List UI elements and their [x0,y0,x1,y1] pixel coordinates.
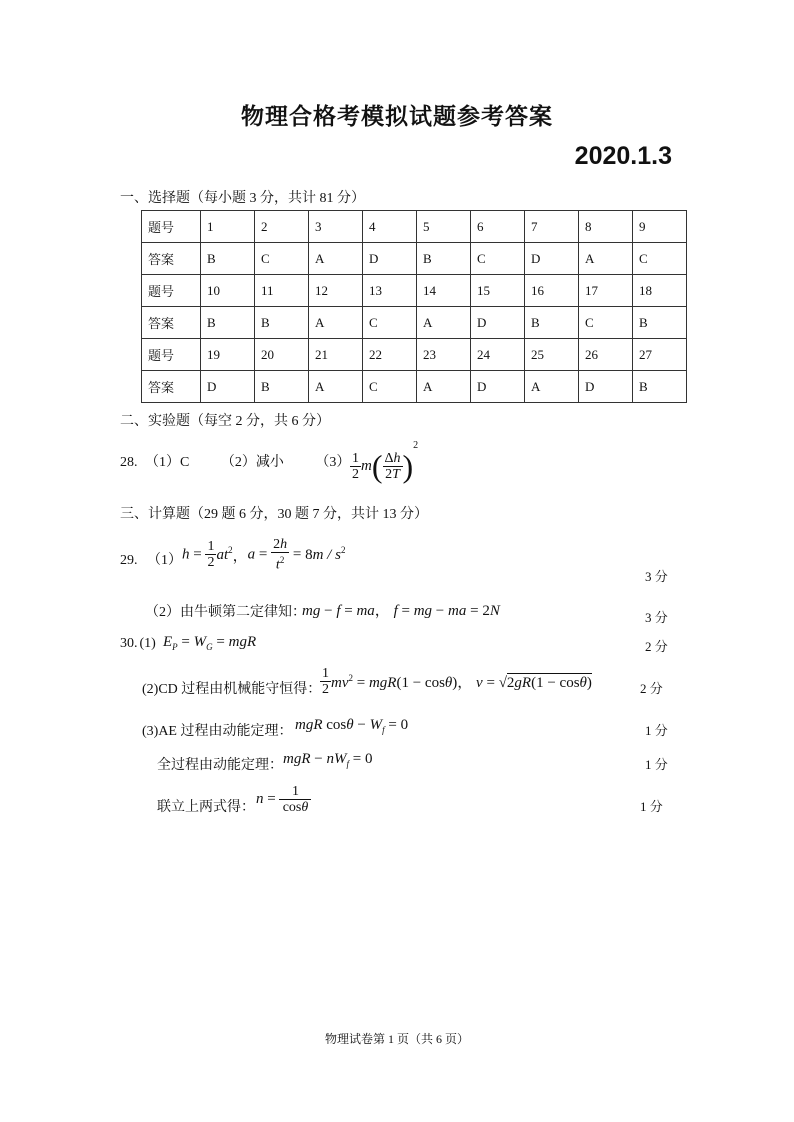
q29-line1 [120,549,182,569]
exam-date: 2020.1.3 [574,142,672,170]
q29-part2-label: （2）由牛顿第二定律知： [145,605,306,620]
table-row [142,243,687,275]
table-cell: 22 [363,339,417,371]
q29-part2-formula: mg − f = ma， f = mg − ma = 2N [302,603,500,619]
table-cell: D [471,307,525,339]
q30-part2-score: 2 分 [640,681,663,696]
table-cell: 11 [255,275,309,307]
table-cell: 27 [633,339,687,371]
table-cell: 7 [525,211,579,243]
table-cell: 24 [471,339,525,371]
table-cell: 8 [579,211,633,243]
q30-part5-formula: n = $\frac{1}{\cos\theta}$ [256,784,310,815]
q28-number: 28. [120,455,138,470]
q29-part1-formula: h = $\frac{1}{2}$ $at^2$，a = $\frac{2h}{t^2}$ = $8m / s^2$ [182,537,346,573]
answer-table [141,210,687,403]
page-title: 物理合格考模拟试题参考答案 [241,104,553,130]
row-label: 答案 [142,371,201,403]
table-cell: 3 [309,211,363,243]
table-cell: C [579,307,633,339]
q30-part1-score: 2 分 [645,639,668,654]
table-cell: 1 [201,211,255,243]
q28-formula: $\frac{1}{2}$ m( $\frac{\Delta h}{2T}$ )$^2$ [352,440,419,485]
table-cell: 23 [417,339,471,371]
q30-part4-formula: mgR − $nW_f = 0$ [283,751,373,769]
table-cell: A [309,307,363,339]
table-row [142,339,687,371]
q30-part3-score: 1 分 [645,723,668,738]
table-cell: 12 [309,275,363,307]
table-cell: 9 [633,211,687,243]
table-cell: D [201,371,255,403]
table-cell: D [471,371,525,403]
table-cell: 25 [525,339,579,371]
table-cell: B [525,307,579,339]
q30-part4-score: 1 分 [645,757,668,772]
q30-part5-score: 1 分 [640,799,663,814]
section1-heading: 一、选择题（每小题 3 分，共计 81 分） [120,191,365,206]
table-cell: 14 [417,275,471,307]
table-cell: A [417,307,471,339]
q29-part1-score: 3 分 [645,569,668,584]
q29-number: 29. [120,553,138,568]
table-cell: C [471,243,525,275]
table-cell: C [363,307,417,339]
table-cell: C [363,371,417,403]
row-label: 题号 [142,275,201,307]
table-cell: 10 [201,275,255,307]
q28-part1: （1）C [145,455,190,470]
table-cell: 2 [255,211,309,243]
table-cell: 26 [579,339,633,371]
q29-part1-label: （1） [147,553,182,568]
q30-number: 30. [120,636,138,651]
table-cell: 4 [363,211,417,243]
table-cell: D [525,243,579,275]
q29-part2-score: 3 分 [645,610,668,625]
table-row [142,307,687,339]
table-cell: 13 [363,275,417,307]
table-cell: B [201,243,255,275]
q28-part2: （2）减小 [220,455,284,470]
table-cell: A [525,371,579,403]
table-cell: 20 [255,339,309,371]
q30-part2-label: (2)CD 过程由机械能守恒得： [142,682,322,697]
q28 [120,451,350,471]
row-label: 题号 [142,211,201,243]
table-cell: C [633,243,687,275]
table-cell: A [417,371,471,403]
table-cell: 6 [471,211,525,243]
table-cell: 5 [417,211,471,243]
table-cell: 16 [525,275,579,307]
table-cell: B [255,307,309,339]
table-cell: 17 [579,275,633,307]
table-cell: D [579,371,633,403]
q30-part1-formula: $E_P = W_G$ = mgR [163,634,257,652]
table-cell: B [201,307,255,339]
q30-part1-label: (1) [139,636,156,651]
table-cell: 21 [309,339,363,371]
table-cell: 18 [633,275,687,307]
q30-part4-label: 全过程由动能定理： [157,758,283,773]
table-row [142,211,687,243]
section2-heading: 二、实验题（每空 2 分，共 6 分） [120,414,330,429]
table-cell: A [309,243,363,275]
table-row [142,275,687,307]
row-label: 答案 [142,307,201,339]
table-cell: B [633,371,687,403]
q30-line1 [120,636,156,652]
table-cell: C [255,243,309,275]
table-cell: 19 [201,339,255,371]
q30-part3-label: (3)AE 过程由动能定理： [142,724,293,739]
table-cell: B [255,371,309,403]
table-cell: B [417,243,471,275]
q28-part3-label: （3） [315,455,351,470]
page-footer: 物理试卷第 1 页（共 6 页） [324,1032,469,1046]
row-label: 题号 [142,339,201,371]
table-cell: 15 [471,275,525,307]
table-cell: B [633,307,687,339]
q30-part2-formula: $\frac{1}{2}$ $mv^2 = mgR(1 - \cos\theta)$， v = √2gR(1 − cosθ) [322,666,592,697]
q30-part3-formula: mgR $\cos\theta - W_f = 0$ [295,717,409,735]
table-cell: A [579,243,633,275]
table-cell: D [363,243,417,275]
table-row [142,371,687,403]
q30-part5-label: 联立上两式得： [157,800,255,815]
row-label: 答案 [142,243,201,275]
section3-heading: 三、计算题（29 题 6 分，30 题 7 分，共计 13 分） [120,507,428,522]
table-cell: A [309,371,363,403]
